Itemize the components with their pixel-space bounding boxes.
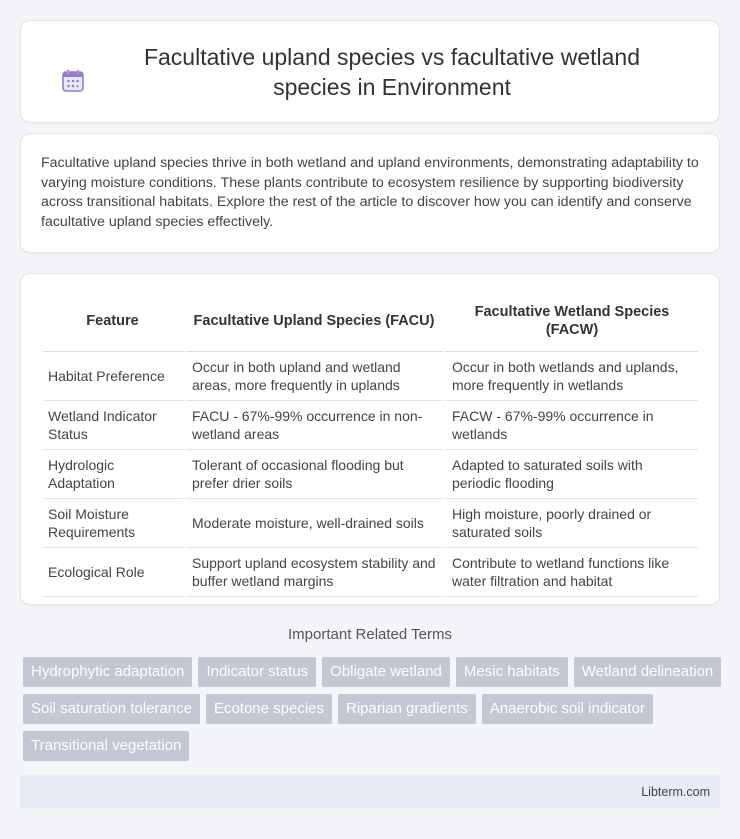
row-feature: Wetland Indicator Status [43, 401, 186, 450]
related-term-tag[interactable]: Mesic habitats [456, 657, 568, 687]
row-feature: Hydrologic Adaptation [43, 450, 186, 499]
related-term-tag[interactable]: Wetland delineation [574, 657, 721, 687]
related-term-tag[interactable]: Hydrophytic adaptation [23, 657, 192, 687]
footer-site-link[interactable]: Libterm.com [641, 784, 710, 799]
row-facw: Adapted to saturated soils with periodic flooding [446, 450, 698, 499]
row-facu: FACU - 67%-99% occurrence in non-wetland areas [186, 401, 446, 450]
row-facu: Occur in both upland and wetland areas, more frequently in uplands [186, 352, 446, 401]
related-terms-title: Important Related Terms [288, 626, 452, 643]
calendar-icon [60, 68, 86, 94]
related-term-tag[interactable]: Obligate wetland [322, 657, 450, 687]
row-facw: Contribute to wetland functions like water filtration and habitat [446, 548, 698, 597]
table-row [43, 499, 698, 548]
comparison-table [43, 290, 698, 597]
page-title: Facultative upland species vs facultative wetland species in Environment [143, 43, 641, 100]
related-term-tag[interactable]: Transitional vegetation [23, 731, 189, 761]
row-facw: FACW - 67%-99% occurrence in wetlands [446, 401, 698, 450]
table-row [43, 450, 698, 499]
header-facw: Facultative Wetland Species (FACW) [446, 290, 698, 352]
row-facu: Support upland ecosystem stability and buffer wetland margins [186, 548, 446, 597]
intro-card [20, 133, 720, 253]
row-facw: High moisture, poorly drained or saturated soils [446, 499, 698, 548]
header-facu: Facultative Upland Species (FACU) [186, 290, 446, 352]
footer [20, 775, 720, 808]
row-feature: Soil Moisture Requirements [43, 499, 186, 548]
row-facu: Moderate moisture, well-drained soils [186, 499, 446, 548]
table-row [43, 352, 698, 401]
row-feature: Ecological Role [43, 548, 186, 597]
intro-paragraph: Facultative upland species thrive in both wetland and upland environments, demonstrating adaptability to varying moisture conditions. These plants contribute to ecosystem resilience by supporting biodiversity across transitional habitats. Explore the rest of the article to discover how you can identify and conserve facultative upland species effectively. [41, 155, 699, 230]
related-term-tag[interactable]: Riparian gradients [338, 694, 476, 724]
related-term-tag[interactable]: Anaerobic soil indicator [482, 694, 653, 724]
row-feature: Habitat Preference [43, 352, 186, 401]
related-term-tag[interactable]: Indicator status [198, 657, 316, 687]
table-row [43, 548, 698, 597]
comparison-card [20, 273, 720, 605]
related-terms-list [23, 657, 723, 761]
header-feature: Feature [43, 290, 186, 352]
table-row [43, 401, 698, 450]
table-header-row [43, 290, 698, 352]
row-facw: Occur in both wetlands and uplands, more frequently in wetlands [446, 352, 698, 401]
title-wrap [60, 42, 680, 102]
related-term-tag[interactable]: Soil saturation tolerance [23, 694, 200, 724]
related-term-tag[interactable]: Ecotone species [206, 694, 332, 724]
title-card [20, 20, 720, 123]
row-facu: Tolerant of occasional flooding but prefer drier soils [186, 450, 446, 499]
